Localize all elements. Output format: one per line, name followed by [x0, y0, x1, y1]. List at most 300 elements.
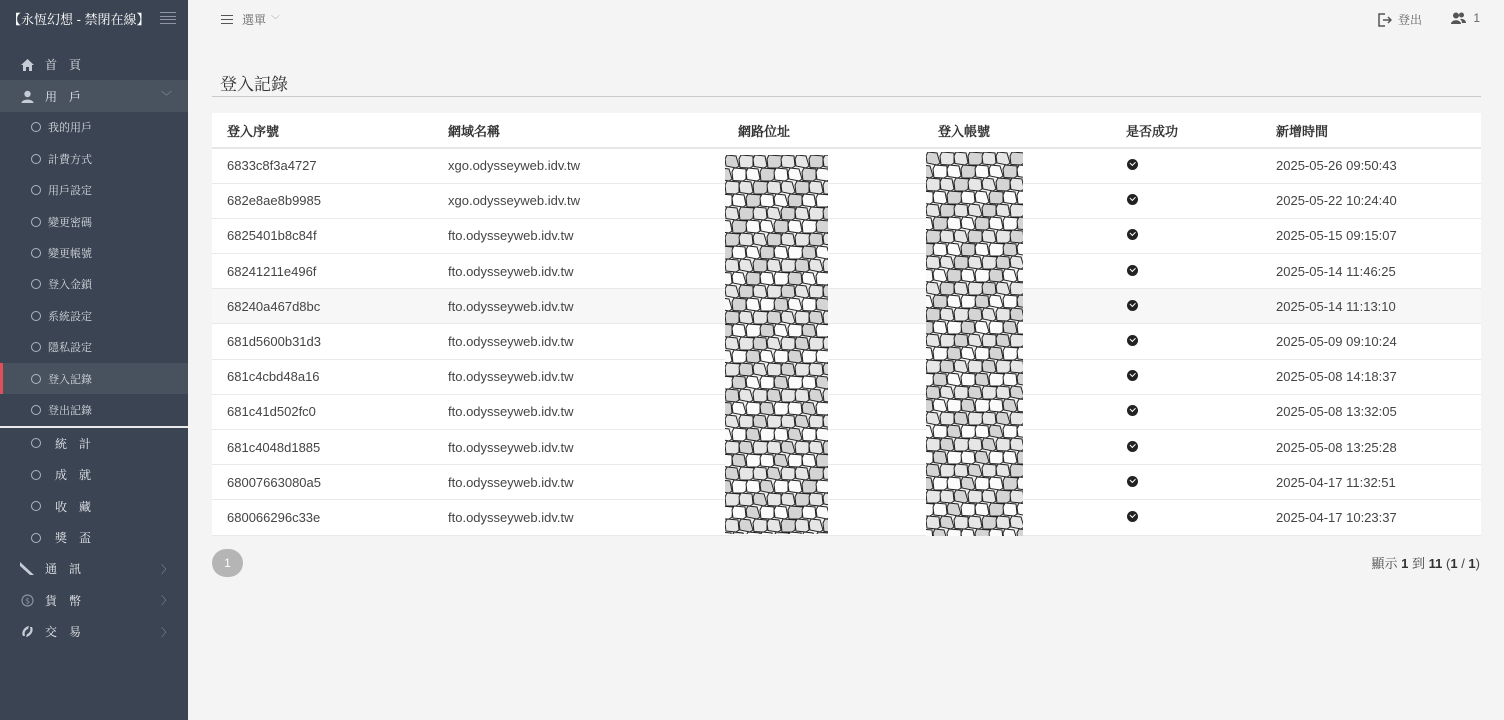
brand-title[interactable]: 【永恆幻想 - 禁閉在線】 [8, 11, 150, 27]
mosaic-cell [746, 272, 760, 285]
mosaic-cell [746, 480, 760, 493]
cell-success [1111, 430, 1261, 465]
mosaic-cell [753, 519, 767, 532]
mosaic-cell [954, 464, 968, 477]
mosaic-cell [739, 259, 753, 272]
mosaic-cell [795, 155, 809, 168]
mosaic-cell [926, 178, 940, 191]
mosaic-cell [816, 454, 828, 467]
mosaic-cell [760, 324, 774, 337]
mosaic-cell [1017, 165, 1023, 178]
mosaic-cell [823, 467, 828, 480]
mosaic-cell [954, 230, 968, 243]
mosaic-cell [746, 506, 760, 519]
mosaic-cell [1003, 529, 1017, 536]
mosaic-cell [795, 181, 809, 194]
table-row [212, 324, 1481, 359]
mosaic-cell [996, 230, 1011, 243]
mosaic-cell [739, 285, 753, 298]
home-icon [20, 58, 34, 72]
mosaic-cell [760, 454, 774, 467]
mosaic-cell [926, 399, 933, 412]
mosaic-cell [940, 230, 954, 243]
mosaic-cell [725, 415, 739, 428]
mosaic-cell [1017, 217, 1023, 230]
mosaic-cell [774, 194, 788, 207]
mosaic-cell [725, 324, 732, 337]
mosaic-cell [989, 217, 1003, 230]
sidebar-item-messages[interactable] [0, 553, 188, 584]
mosaic-cell [947, 191, 962, 204]
mosaic-cell [788, 350, 802, 363]
mosaic-cell [996, 178, 1010, 191]
cell-created-time: 2025-04-17 10:23:37 [1261, 500, 1481, 535]
mosaic-cell [933, 269, 947, 282]
mosaic-cell [968, 282, 983, 295]
mosaic-cell [725, 493, 740, 506]
mosaic-cell [746, 532, 760, 534]
mosaic-cell [961, 477, 975, 490]
mosaic-cell [767, 363, 781, 376]
cell-domain: fto.odysseyweb.idv.tw [433, 500, 723, 535]
mosaic-cell [823, 259, 828, 272]
check-circle-icon [1127, 229, 1138, 240]
mosaic-cell [975, 503, 989, 516]
table-row [212, 254, 1481, 289]
mosaic-cell [732, 298, 746, 311]
mosaic-cell [823, 519, 828, 532]
mosaic-cell [982, 256, 997, 269]
mosaic-cell [788, 480, 802, 493]
mosaic-cell [940, 178, 954, 191]
mosaic-cell [926, 425, 933, 438]
mosaic-cell [954, 282, 968, 295]
cell-created-time: 2025-05-14 11:46:25 [1261, 254, 1481, 289]
mosaic-cell [781, 337, 795, 350]
mosaic-cell [732, 454, 746, 467]
mosaic-cell [947, 347, 961, 360]
user-icon [20, 89, 34, 103]
mosaic-cell [926, 360, 941, 373]
mosaic-cell [802, 246, 816, 259]
mosaic-cell [732, 220, 747, 233]
mosaic-cell [760, 506, 774, 519]
circle-icon [31, 154, 41, 164]
mosaic-cell [982, 204, 996, 217]
cell-domain: xgo.odysseyweb.idv.tw [433, 148, 723, 183]
mosaic-cell [767, 415, 782, 428]
sidebar-item-statistics[interactable] [0, 428, 188, 459]
mosaic-cell [996, 360, 1011, 373]
sidebar-item-label: 收藏 [55, 499, 104, 514]
cell-created-time: 2025-05-14 11:13:10 [1261, 289, 1481, 324]
mosaic-cell [823, 311, 828, 324]
mosaic-cell [933, 321, 947, 334]
sidebar-subitem-privacy-settings[interactable] [0, 332, 188, 363]
mosaic-cell [739, 311, 753, 324]
mosaic-cell [989, 269, 1003, 282]
exchange-icon [20, 625, 34, 639]
mosaic-cell [982, 282, 996, 295]
circle-icon [31, 279, 41, 289]
mosaic-cell [774, 246, 788, 259]
currency-icon [20, 593, 34, 607]
cell-domain: fto.odysseyweb.idv.tw [433, 324, 723, 359]
mosaic-cell [961, 529, 975, 536]
mosaic-cell [767, 181, 781, 194]
mosaic-cell [781, 285, 795, 298]
cell-success [1111, 289, 1261, 324]
mosaic-cell [753, 233, 767, 246]
column-header[interactable]: 登入帳號 [923, 113, 1111, 148]
column-header[interactable]: 是否成功 [1111, 113, 1261, 148]
mosaic-cell [926, 204, 940, 217]
sidebar-subitem-login-records[interactable] [0, 363, 188, 394]
mosaic-cell [961, 321, 975, 334]
mosaic-cell [802, 532, 816, 534]
mosaic-cell [795, 311, 809, 324]
circle-icon [31, 122, 41, 132]
mosaic-cell [802, 506, 816, 519]
sidebar-item-label: 通訊 [45, 562, 94, 577]
mosaic-cell [732, 272, 746, 285]
mosaic-cell [725, 402, 732, 415]
mosaic-cell [982, 464, 996, 477]
mosaic-cell [809, 415, 823, 428]
users-icon [1451, 12, 1466, 25]
mosaic-cell [767, 155, 782, 168]
mosaic-cell [739, 493, 753, 506]
column-header[interactable]: 網路位址 [723, 113, 923, 148]
mosaic-cell [1017, 295, 1023, 308]
circle-icon [31, 405, 41, 415]
mosaic-cell [816, 428, 828, 441]
sidebar-item-label: 用戶 [45, 89, 94, 104]
mosaic-cell [933, 529, 947, 536]
pagination-info: 顯示 1 到 11 (1 / 1) [1371, 556, 1480, 571]
mosaic-cell [725, 363, 740, 376]
cell-login-id: 681d5600b31d3 [212, 324, 433, 359]
mosaic-cell [1010, 412, 1023, 425]
mosaic-cell [816, 350, 828, 363]
cell-domain: fto.odysseyweb.idv.tw [433, 254, 723, 289]
mosaic-cell [816, 246, 828, 259]
mosaic-cell [926, 165, 933, 178]
cell-domain: fto.odysseyweb.idv.tw [433, 218, 723, 253]
logout-icon [1378, 13, 1392, 27]
circle-icon [31, 217, 41, 227]
mosaic-cell [725, 350, 732, 363]
mosaic-cell [774, 402, 789, 415]
mosaic-cell [940, 516, 954, 529]
cell-created-time: 2025-05-15 09:15:07 [1261, 218, 1481, 253]
cell-success [1111, 324, 1261, 359]
mosaic-cell [996, 386, 1010, 399]
mosaic-cell [975, 399, 990, 412]
mosaic-cell [996, 204, 1010, 217]
mosaic-cell [781, 207, 795, 220]
mosaic-cell [739, 155, 753, 168]
chevron-right-icon: 〉 [161, 595, 172, 608]
mosaic-cell [1017, 477, 1023, 490]
mosaic-cell [968, 178, 982, 191]
sidebar [0, 0, 188, 720]
mosaic-cell [954, 386, 968, 399]
sidebar-item-label: 貨幣 [45, 593, 94, 608]
column-header[interactable]: 網域名稱 [433, 113, 723, 148]
cell-login-id: 6833c8f3a4727 [212, 148, 433, 183]
mosaic-cell [816, 298, 828, 311]
mosaic-cell [968, 334, 982, 347]
sidebar-item-users[interactable] [0, 80, 188, 111]
mosaic-cell [795, 337, 809, 350]
mosaic-cell [933, 503, 947, 516]
mosaic-cell [968, 360, 982, 373]
mosaic-cell [725, 376, 733, 389]
cell-domain: fto.odysseyweb.idv.tw [433, 430, 723, 465]
mosaic-cell [961, 425, 976, 438]
mosaic-cell [725, 311, 739, 324]
mosaic-cell [954, 178, 969, 191]
mosaic-cell [1003, 295, 1017, 308]
chevron-down-icon: ﹀ [161, 91, 172, 104]
cell-success [1111, 500, 1261, 535]
sidebar-subitem-change-password[interactable] [0, 206, 188, 237]
sidebar-item-favorites[interactable] [0, 490, 188, 521]
mosaic-cell [926, 529, 933, 536]
mosaic-cell [975, 321, 989, 334]
mosaic-cell [940, 256, 954, 269]
mosaic-cell [975, 373, 989, 386]
mosaic-cell [940, 204, 955, 217]
mosaic-cell [732, 480, 747, 493]
mosaic-cell [947, 217, 961, 230]
menu-dropdown[interactable] [221, 11, 280, 28]
mosaic-cell [989, 425, 1003, 438]
mosaic-cell [781, 493, 795, 506]
sidebar-subitem-billing[interactable] [0, 143, 188, 174]
mosaic-cell [954, 334, 968, 347]
check-circle-icon [1127, 265, 1138, 276]
logout-button[interactable] [1378, 11, 1422, 28]
mosaic-cell [996, 412, 1010, 425]
mosaic-cell [767, 467, 781, 480]
sidebar-subitem-my-users[interactable] [0, 112, 188, 143]
cell-created-time: 2025-05-09 09:10:24 [1261, 324, 1481, 359]
mosaic-cell [982, 178, 996, 191]
cell-domain: fto.odysseyweb.idv.tw [433, 289, 723, 324]
sidebar-toggle-icon[interactable] [160, 12, 176, 24]
sidebar-subitem-user-settings[interactable] [0, 175, 188, 206]
mosaic-cell [788, 272, 802, 285]
mosaic-cell [816, 376, 828, 389]
mosaic-cell [1003, 321, 1017, 334]
mosaic-cell [795, 415, 809, 428]
mosaic-cell [760, 376, 774, 389]
mosaic-cell [947, 243, 961, 256]
mosaic-cell [996, 490, 1011, 503]
mosaic-cell [774, 506, 788, 519]
mosaic-cell [816, 324, 828, 337]
check-circle-icon [1127, 300, 1138, 311]
mosaic-cell [947, 451, 962, 464]
mosaic-cell [926, 438, 940, 451]
mosaic-cell [809, 389, 823, 402]
mosaic-cell [725, 194, 732, 207]
sidebar-item-achievements[interactable] [0, 459, 188, 490]
mosaic-cell [933, 295, 947, 308]
cell-login-id: 681c4cbd48a16 [212, 359, 433, 394]
cell-success [1111, 183, 1261, 218]
sidebar-item-home[interactable] [0, 49, 188, 80]
sidebar-item-currency[interactable] [0, 585, 188, 616]
mosaic-cell [954, 490, 968, 503]
cell-success [1111, 218, 1261, 253]
mosaic-cell [746, 194, 761, 207]
column-header[interactable]: 登入序號 [212, 113, 433, 148]
mosaic-cell [816, 506, 828, 519]
sidebar-subitem-change-account[interactable] [0, 237, 188, 268]
mosaic-cell [816, 532, 828, 534]
check-circle-icon [1127, 370, 1138, 381]
mosaic-cell [968, 516, 982, 529]
mosaic-cell [774, 272, 789, 285]
cell-login-id: 681c41d502fc0 [212, 394, 433, 429]
menu-label: 選單 [242, 13, 267, 27]
mosaic-cell [996, 438, 1010, 451]
mosaic-cell [989, 295, 1003, 308]
mosaic-cell [802, 376, 816, 389]
mosaic-cell [725, 480, 732, 493]
mosaic-cell [795, 259, 809, 272]
cell-login-id: 682e8ae8b9985 [212, 183, 433, 218]
sidebar-subitem-label: 變更密碼 [48, 216, 92, 229]
mosaic-cell [926, 347, 933, 360]
sidebar-item-trade[interactable] [0, 616, 188, 647]
check-circle-icon [1127, 194, 1138, 205]
mosaic-cell [954, 308, 969, 321]
mosaic-cell [760, 168, 775, 181]
mosaic-cell [989, 373, 1004, 386]
mosaic-cell [961, 451, 975, 464]
mosaic-cell [1003, 347, 1018, 360]
mosaic-cell [823, 285, 828, 298]
mosaic-cell [802, 298, 816, 311]
mosaic-cell [746, 454, 761, 467]
mosaic-cell [809, 207, 824, 220]
mosaic-cell [746, 428, 760, 441]
mosaic-cell [809, 519, 823, 532]
mosaic-cell [926, 256, 940, 269]
column-header[interactable]: 新增時間 [1261, 113, 1481, 148]
mosaic-cell [961, 243, 975, 256]
mosaic-cell [739, 363, 753, 376]
cell-created-time: 2025-04-17 11:32:51 [1261, 465, 1481, 500]
mosaic-cell [795, 207, 809, 220]
mosaic-cell [975, 451, 989, 464]
mosaic-cell [781, 181, 795, 194]
mosaic-pattern [725, 155, 828, 534]
mosaic-cell [795, 233, 810, 246]
mosaic-cell [926, 191, 933, 204]
mosaic-cell [961, 295, 976, 308]
mosaic-cell [795, 285, 809, 298]
circle-icon [31, 438, 41, 448]
mosaic-cell [933, 165, 947, 178]
sidebar-item-label: 統計 [55, 436, 104, 451]
mosaic-cell [982, 438, 996, 451]
mosaic-cell [982, 152, 996, 165]
mosaic-cell [968, 464, 982, 477]
mosaic-cell [823, 155, 828, 168]
cell-domain: fto.odysseyweb.idv.tw [433, 465, 723, 500]
sidebar-subitem-login-lock[interactable] [0, 269, 188, 300]
mosaic-cell [767, 259, 781, 272]
mosaic-cell [954, 516, 968, 529]
mosaic-cell [1010, 386, 1023, 399]
mosaic-cell [926, 451, 933, 464]
mosaic-cell [781, 155, 795, 168]
mosaic-cell [1010, 256, 1023, 269]
mosaic-cell [746, 402, 760, 415]
sidebar-subitem-system-settings[interactable] [0, 300, 188, 331]
mosaic-cell [940, 360, 954, 373]
mosaic-cell [989, 243, 1004, 256]
mosaic-cell [732, 532, 746, 534]
mosaic-cell [1017, 269, 1023, 282]
mosaic-cell [746, 246, 760, 259]
sidebar-subitem-logout-records[interactable] [0, 394, 188, 425]
mosaic-cell [989, 347, 1003, 360]
mosaic-cell [823, 337, 828, 350]
mosaic-cell [774, 428, 788, 441]
mosaic-cell [982, 412, 996, 425]
mosaic-cell [926, 282, 940, 295]
mosaic-cell [1003, 269, 1017, 282]
mosaic-cell [725, 246, 733, 259]
mosaic-cell [961, 399, 975, 412]
mosaic-cell [1003, 425, 1017, 438]
mosaic-cell [788, 402, 802, 415]
mosaic-cell [947, 269, 961, 282]
mosaic-cell [926, 477, 933, 490]
pagination-page-1[interactable]: 1 [212, 549, 243, 577]
mosaic-cell [968, 152, 983, 165]
mosaic-cell [926, 386, 940, 399]
brand [0, 0, 188, 36]
sidebar-item-label: 首頁 [45, 58, 94, 73]
circle-icon [31, 470, 41, 480]
circle-icon [31, 185, 41, 195]
mosaic-cell [746, 350, 760, 363]
mosaic-cell [823, 493, 828, 506]
mosaic-cell [926, 334, 940, 347]
mosaic-cell [975, 243, 989, 256]
table-header-row [212, 113, 1481, 148]
mosaic-cell [725, 441, 739, 454]
sidebar-menu [0, 49, 188, 647]
mosaic-cell [996, 334, 1010, 347]
mosaic-cell [767, 493, 781, 506]
mosaic-cell [996, 152, 1010, 165]
mosaic-cell [753, 311, 768, 324]
mosaic-cell [996, 282, 1010, 295]
mosaic-cell [725, 168, 732, 181]
sidebar-item-trophies[interactable] [0, 522, 188, 553]
mosaic-cell [746, 324, 761, 337]
mosaic-cell [1010, 152, 1023, 165]
online-users[interactable] [1451, 11, 1480, 25]
